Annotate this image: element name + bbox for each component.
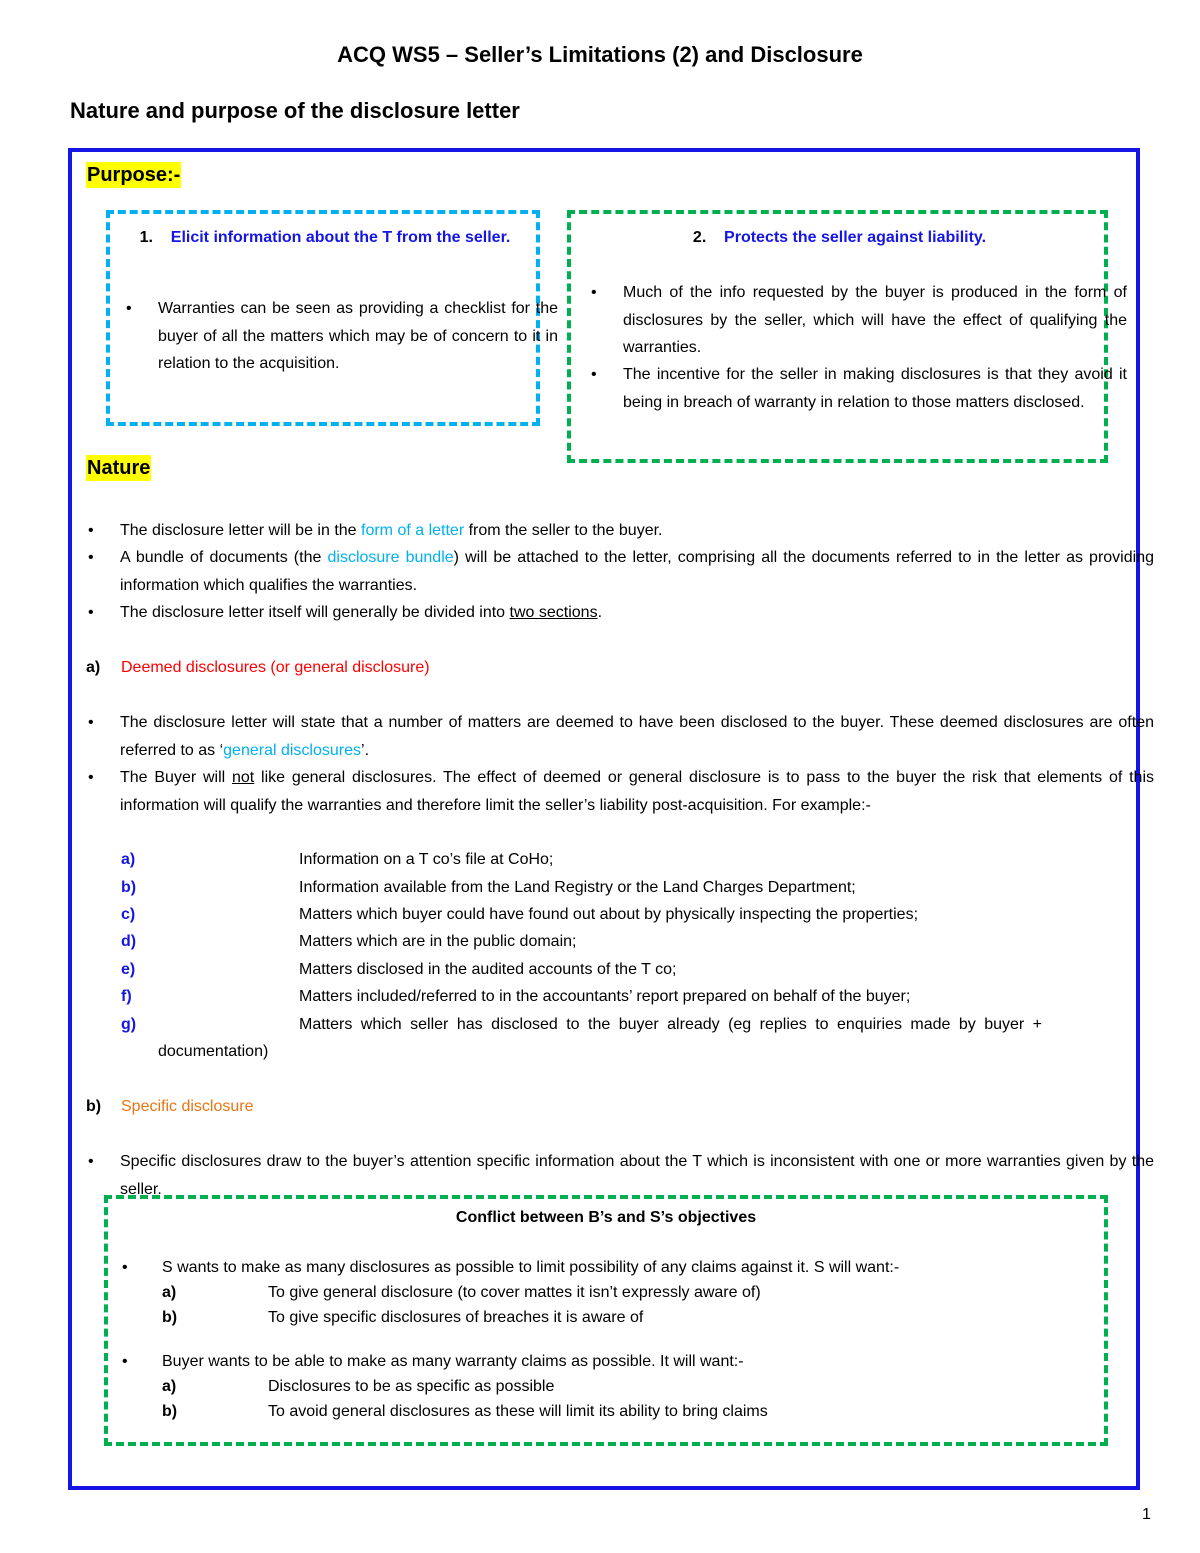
page-number: 1 (1142, 1506, 1151, 1523)
section-a-letter: a) (86, 659, 101, 676)
box2-heading-text: Protects the seller against liability. (724, 229, 987, 246)
example-text: Matters which buyer could have found out about by physically inspecting the properties; (299, 906, 919, 923)
conflict-item-key: b) (162, 1309, 178, 1326)
nature-b2-text-end: ) will be attached to the letter, comprising all the documents referred to in the letter as providing information which qualifies the warranties. (120, 549, 1154, 594)
box2-number: 2. (692, 229, 707, 246)
conflict-b-item (162, 1403, 768, 1421)
example-text: Matters which seller has disclosed to the buyer already (eg replies to enquiries made by buyer + (299, 1016, 1043, 1033)
box2-bullet-1: • Much of the info requested by the buyer is produced in the form of disclosures by the seller, which will have the effect of qualifying the warranties. (589, 279, 1127, 362)
nature-b3-text-end: . (597, 604, 603, 621)
nature-bullet-2 (86, 544, 1154, 599)
conflict-s-item (162, 1284, 761, 1302)
nature-b3-text: The disclosure letter itself will generally be divided into (120, 604, 510, 621)
box1-heading-text: Elicit information about the T from the seller. (170, 229, 511, 246)
conflict-s-item (162, 1309, 643, 1327)
section-a-bullet-2 (86, 764, 1154, 819)
conflict-item-text: To give general disclosure (to cover mattes it isn’t expressly aware of) (268, 1284, 761, 1301)
conflict-item-key: a) (162, 1284, 177, 1301)
purpose-box-elicit (106, 210, 558, 426)
box1-number: 1. (139, 229, 153, 246)
section-a-b2-text: The Buyer will (120, 769, 232, 786)
example-key: f) (121, 988, 132, 1005)
section-b-letter: b) (86, 1098, 102, 1115)
box1-heading (130, 224, 520, 252)
box2-bullet-2: • The incentive for the seller in making disclosures is that they avoid it being in breach of warranty in relation to those matters disclosed. (589, 361, 1127, 416)
example-item-continuation: documentation) (158, 1043, 269, 1060)
example-key: c) (121, 906, 136, 923)
nature-bullet-1 (86, 517, 1154, 545)
example-text: Information on a T co’s file at CoHo; (299, 851, 554, 868)
box1-bullet: • Warranties can be seen as providing a checklist for the buyer of all the matters which may be of concern to it in relation to the acquisition. (124, 295, 558, 378)
section-a-b1-text: The disclosure letter will state that a number of matters are deemed to have been disclosed to the buyer. These deemed disclosures are often referred to as ‘ (120, 714, 1154, 759)
nature-b1-text-end: from the seller to the buyer. (464, 522, 663, 539)
example-text: Matters which are in the public domain; (299, 933, 577, 950)
conflict-item-key: b) (162, 1403, 178, 1420)
nature-bullet-3 (86, 599, 1154, 627)
conflict-item-text: Disclosures to be as specific as possible (268, 1378, 555, 1395)
nature-b1-text: The disclosure letter will be in the (120, 522, 361, 539)
box2-heading (591, 224, 1088, 252)
section-a-b2-underline: not (232, 769, 255, 786)
conflict-item-text: To give specific disclosures of breaches it is aware of (268, 1309, 644, 1326)
nature-b3-underline: two sections (509, 604, 598, 621)
section-a-bullet-1 (86, 709, 1154, 764)
purpose-label: Purpose:- (87, 164, 181, 186)
nature-label: Nature (87, 457, 151, 479)
conflict-box (104, 1195, 1108, 1446)
conflict-item-key: a) (162, 1378, 177, 1395)
conflict-b-item (162, 1378, 554, 1396)
section-b-bullet: • Specific disclosures draw to the buyer’s attention specific information about the T which is inconsistent with one or more warranties given by the seller. (86, 1148, 1154, 1203)
section-subtitle: Nature and purpose of the disclosure letter (70, 98, 520, 123)
nature-b1-highlight: form of a letter (361, 522, 465, 539)
example-text: Information available from the Land Registry or the Land Charges Department; (299, 879, 856, 896)
section-b-heading: Specific disclosure (121, 1098, 254, 1115)
example-key: g) (121, 1016, 137, 1033)
nature-b2-text: A bundle of documents (the (120, 549, 328, 566)
purpose-box-protects (567, 210, 1127, 463)
section-a-b1-highlight: general disclosures (223, 741, 362, 759)
example-text: Matters included/referred to in the accountants’ report prepared on behalf of the buyer; (299, 988, 911, 1005)
example-key: a) (121, 851, 136, 868)
conflict-b-bullet-text: Buyer wants to be able to make as many warranty claims as possible. It will want:- (162, 1353, 744, 1370)
document-title: ACQ WS5 – Seller’s Limitations (2) and Disclosure (337, 42, 863, 67)
example-key: b) (121, 879, 137, 896)
conflict-heading: Conflict between B’s and S’s objectives (455, 1209, 757, 1226)
conflict-b-bullet (122, 1353, 744, 1371)
conflict-item-text: To avoid general disclosures as these will limit its ability to bring claims (268, 1403, 768, 1420)
bullet-icon: • (122, 1259, 128, 1276)
section-a-b1-text-end: ’. (361, 741, 370, 759)
example-text: Matters disclosed in the audited accounts of the T co; (299, 961, 677, 978)
example-key: e) (121, 961, 136, 978)
section-a-heading: Deemed disclosures (or general disclosure) (121, 659, 430, 676)
nature-b2-highlight: disclosure bundle (327, 549, 454, 566)
example-key: d) (121, 933, 137, 950)
conflict-s-bullet (122, 1259, 899, 1277)
conflict-s-bullet-text: S wants to make as many disclosures as possible to limit possibility of any claims against it. S will want:- (162, 1259, 900, 1276)
section-a-b2-text-end: like general disclosures. The effect of deemed or general disclosure is to pass to the buyer the risk that elements of this information will qualify the warranties and therefore limit the seller’s liability post-acquisition. For example:- (120, 769, 1155, 814)
bullet-icon: • (122, 1353, 128, 1370)
